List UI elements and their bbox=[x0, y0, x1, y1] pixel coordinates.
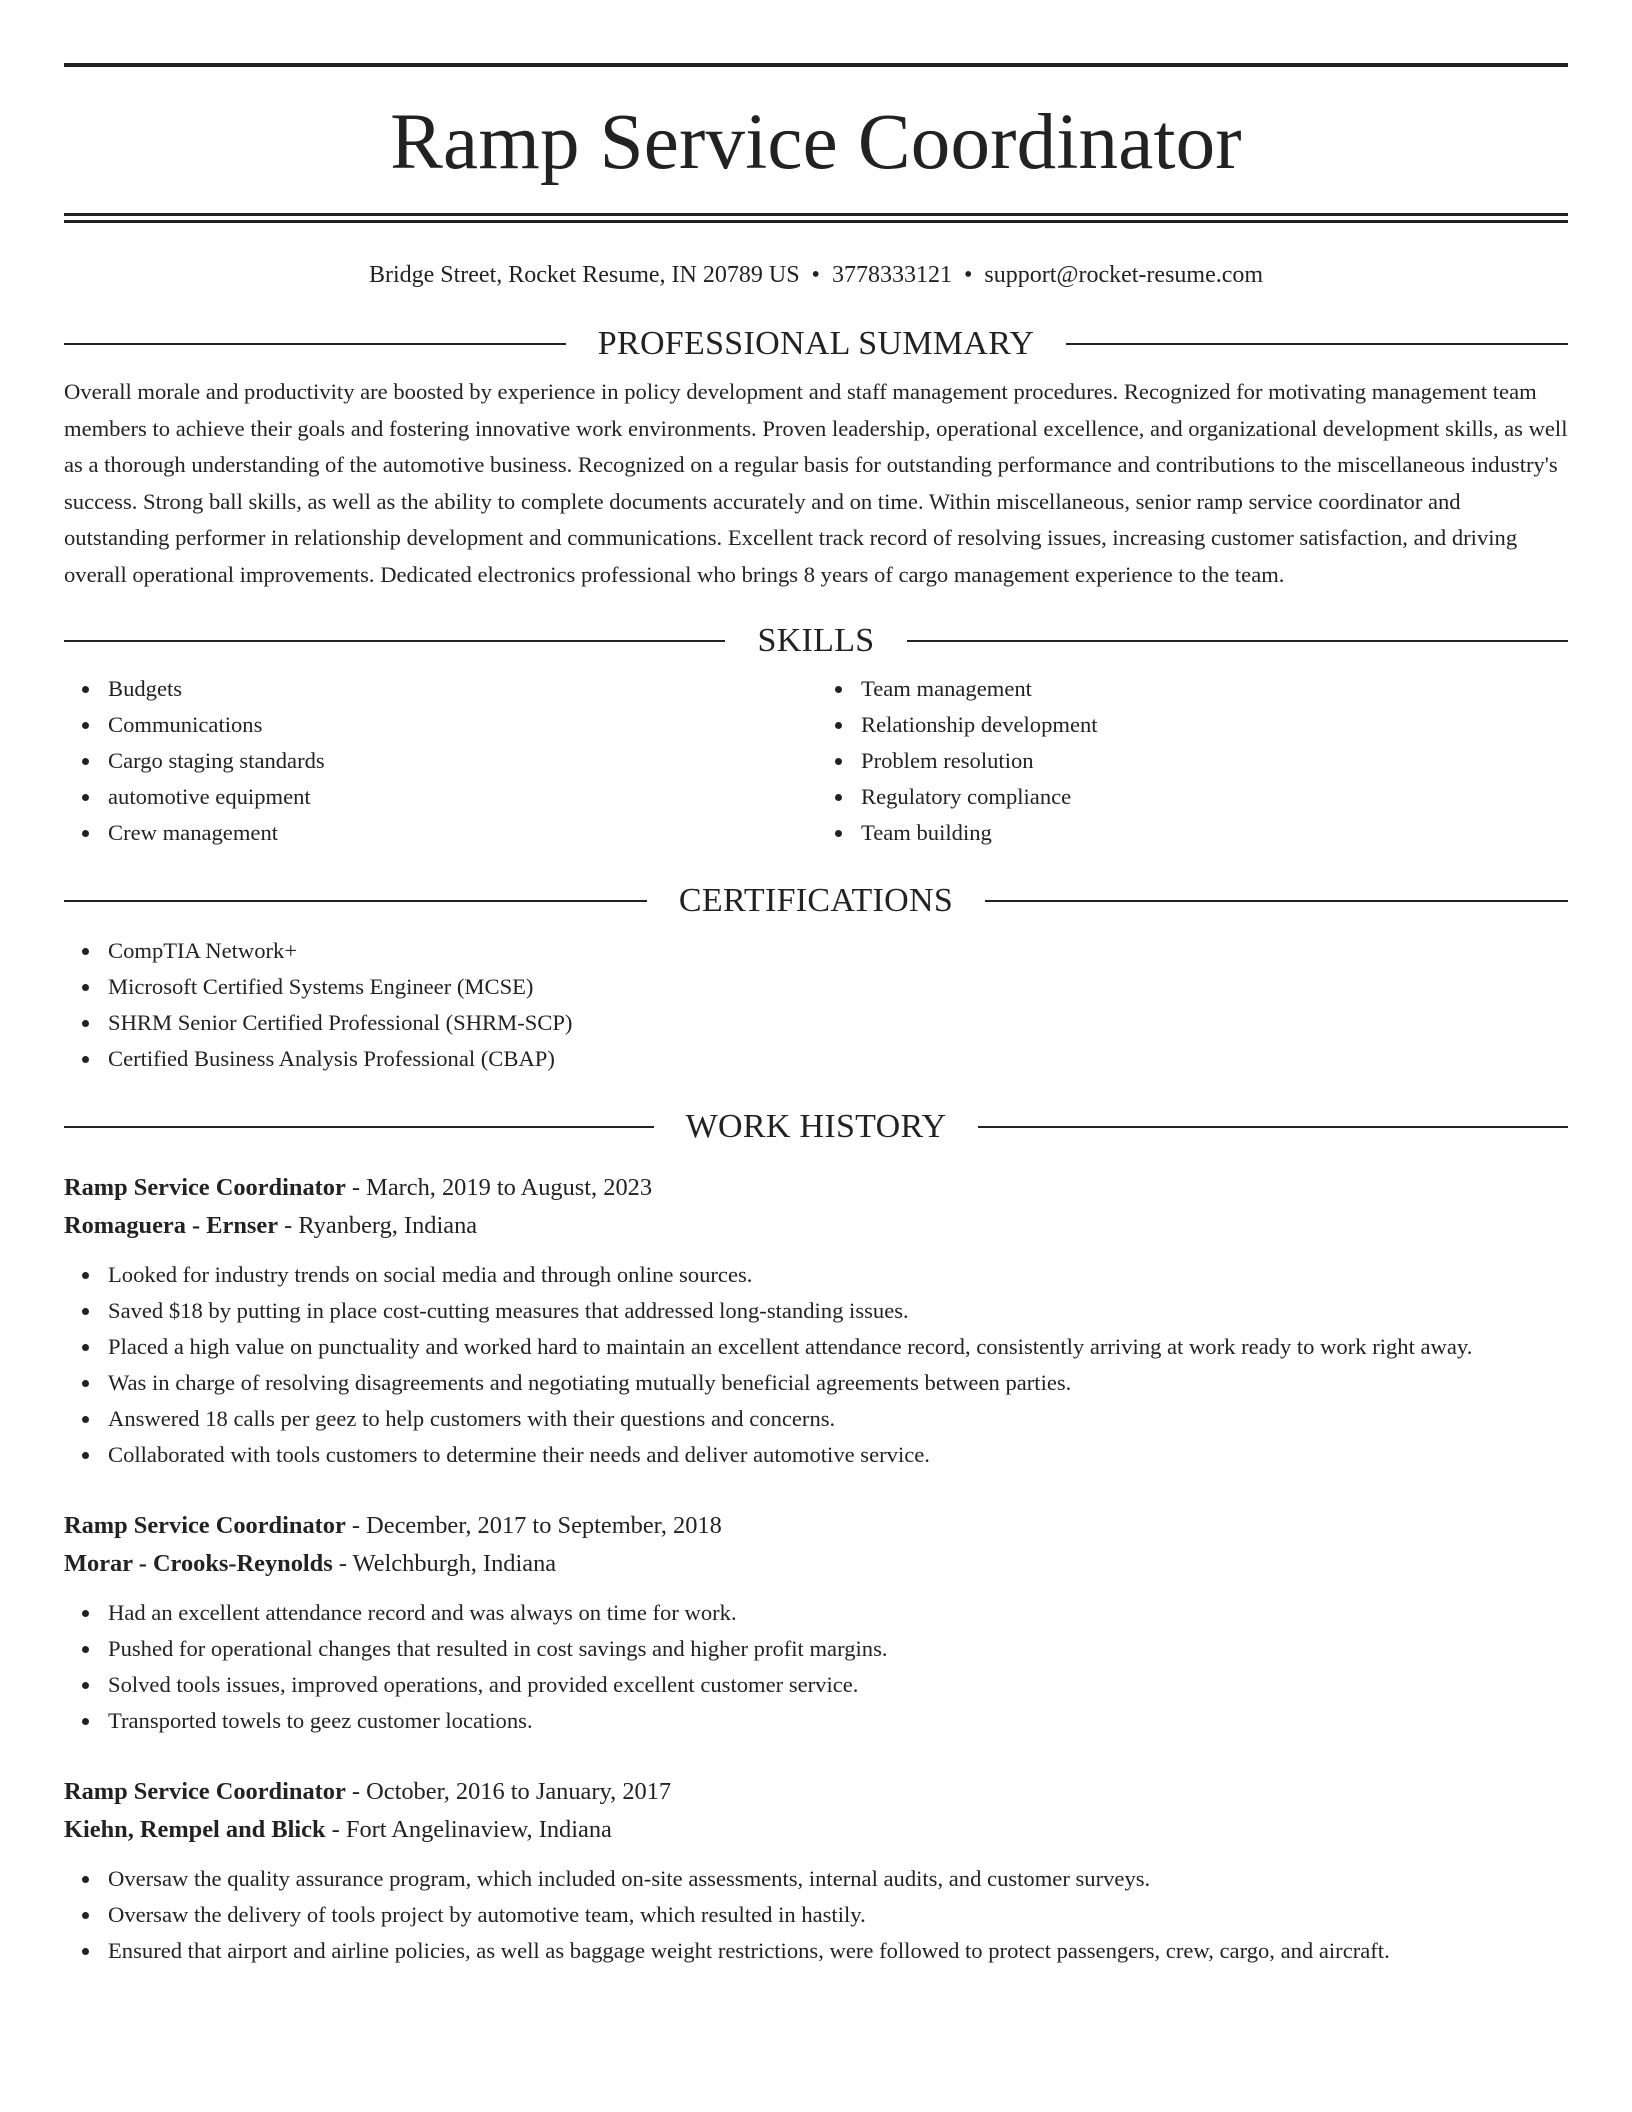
resume-title: Ramp Service Coordinator bbox=[390, 99, 1242, 186]
job-bullet: Placed a high value on punctuality and worked hard to maintain an excellent attendance record, consistently arriving at work ready to work right away. bbox=[108, 1329, 1568, 1365]
job-bullet: Saved $18 by putting in place cost-cutting measures that addressed long-standing issues. bbox=[108, 1293, 1568, 1329]
job-title: Ramp Service Coordinator bbox=[64, 1512, 346, 1539]
skills-grid bbox=[64, 671, 1568, 851]
certification-item: CompTIA Network+ bbox=[108, 933, 1568, 969]
section-header-summary bbox=[64, 324, 1568, 364]
section-header-certifications bbox=[64, 881, 1568, 921]
job-location: - Welchburgh, Indiana bbox=[332, 1550, 557, 1577]
skill-item: Problem resolution bbox=[861, 743, 1568, 779]
skill-item: Regulatory compliance bbox=[861, 779, 1568, 815]
job-bullet: Had an excellent attendance record and was always on time for work. bbox=[108, 1595, 1568, 1631]
job-title-line bbox=[64, 1773, 1568, 1811]
skill-item: Team management bbox=[861, 671, 1568, 707]
skill-item: Cargo staging standards bbox=[108, 743, 815, 779]
job-bullets bbox=[64, 1595, 1568, 1739]
top-rule bbox=[64, 63, 1568, 67]
job-location: - Fort Angelinaview, Indiana bbox=[325, 1816, 612, 1843]
job-bullet: Oversaw the delivery of tools project by automotive team, which resulted in hastily. bbox=[108, 1897, 1568, 1933]
section-header-work-history bbox=[64, 1107, 1568, 1147]
certification-item: Microsoft Certified Systems Engineer (MCSE) bbox=[108, 969, 1568, 1005]
job-bullet: Solved tools issues, improved operations, and provided excellent customer service. bbox=[108, 1667, 1568, 1703]
job-dates: - December, 2017 to September, 2018 bbox=[345, 1512, 722, 1539]
job-bullet: Ensured that airport and airline policies, as well as baggage weight restrictions, were followed to protect passengers, crew, cargo, and aircraft. bbox=[108, 1933, 1568, 1969]
section-header-skills bbox=[64, 621, 1568, 661]
job-company-line bbox=[64, 1545, 1568, 1583]
job-entry bbox=[64, 1507, 1568, 1739]
job-bullets bbox=[64, 1861, 1568, 1969]
section-rule bbox=[907, 640, 1568, 642]
job-location: - Ryanberg, Indiana bbox=[278, 1212, 478, 1239]
job-bullet: Oversaw the quality assurance program, which included on-site assessments, internal audits, and customer surveys. bbox=[108, 1861, 1568, 1897]
job-bullet: Looked for industry trends on social media and through online sources. bbox=[108, 1257, 1568, 1293]
section-rule bbox=[64, 900, 647, 902]
job-company-line bbox=[64, 1811, 1568, 1849]
job-dates: - October, 2016 to January, 2017 bbox=[345, 1778, 672, 1805]
section-title-certifications: CERTIFICATIONS bbox=[678, 882, 954, 919]
job-title-line bbox=[64, 1169, 1568, 1207]
contact-separator: • bbox=[963, 262, 973, 288]
section-rule bbox=[64, 343, 566, 345]
section-title-work-history: WORK HISTORY bbox=[685, 1108, 947, 1145]
section-rule bbox=[64, 1126, 654, 1128]
skill-item: Communications bbox=[108, 707, 815, 743]
contact-email: support@rocket-resume.com bbox=[984, 262, 1264, 288]
job-bullet: Was in charge of resolving disagreements and negotiating mutually beneficial agreements between parties. bbox=[108, 1365, 1568, 1401]
job-bullet: Pushed for operational changes that resulted in cost savings and higher profit margins. bbox=[108, 1631, 1568, 1667]
title-double-rule bbox=[64, 213, 1568, 223]
contact-phone: 3778333121 bbox=[831, 262, 952, 288]
skills-list-left bbox=[64, 671, 815, 851]
job-entry bbox=[64, 1773, 1568, 1969]
job-company: Kiehn, Rempel and Blick bbox=[64, 1816, 326, 1843]
job-title: Ramp Service Coordinator bbox=[64, 1174, 346, 1201]
contact-address: Bridge Street, Rocket Resume, IN 20789 US bbox=[368, 262, 800, 288]
job-bullet: Transported towels to geez customer locations. bbox=[108, 1703, 1568, 1739]
job-company: Morar - Crooks-Reynolds bbox=[64, 1550, 333, 1577]
skill-item: Relationship development bbox=[861, 707, 1568, 743]
job-company-line bbox=[64, 1207, 1568, 1245]
section-title-summary: PROFESSIONAL SUMMARY bbox=[597, 325, 1035, 362]
job-company: Romaguera - Ernser bbox=[64, 1212, 279, 1239]
job-bullets bbox=[64, 1257, 1568, 1473]
certifications-list bbox=[64, 933, 1568, 1077]
section-rule bbox=[978, 1126, 1568, 1128]
contact-separator: • bbox=[811, 262, 820, 288]
certification-item: SHRM Senior Certified Professional (SHRM-SCP) bbox=[108, 1005, 1568, 1041]
skill-item: Crew management bbox=[108, 815, 815, 851]
section-title-skills: SKILLS bbox=[757, 622, 875, 659]
job-title: Ramp Service Coordinator bbox=[64, 1778, 346, 1805]
contact-line bbox=[64, 260, 1568, 290]
skill-item: automotive equipment bbox=[108, 779, 815, 815]
certification-item: Certified Business Analysis Professional (CBAP) bbox=[108, 1041, 1568, 1077]
summary-text: Overall morale and productivity are boosted by experience in policy development and staff management procedures. Recognized for motivating management team members to achieve their goals and fostering innovative work environments. Proven leadership, operational excellence, and organizational development skills, as well as a thorough understanding of the automotive business. Recognized on a regular basis for outstanding performance and contributions to the miscellaneous industry's success. Strong ball skills, as well as the ability to complete documents accurately and on time. Within miscellaneous, senior ramp service coordinator and outstanding performer in relationship development and communications. Excellent track record of resolving issues, increasing customer satisfaction, and driving overall operational improvements. Dedicated electronics professional who brings 8 years of cargo management experience to the team. bbox=[64, 379, 1568, 587]
skill-item: Team building bbox=[861, 815, 1568, 851]
job-bullet: Collaborated with tools customers to determine their needs and deliver automotive service. bbox=[108, 1437, 1568, 1473]
section-rule bbox=[64, 640, 725, 642]
section-rule bbox=[985, 900, 1568, 902]
job-entry bbox=[64, 1169, 1568, 1473]
job-bullet: Answered 18 calls per geez to help customers with their questions and concerns. bbox=[108, 1401, 1568, 1437]
skills-list-right bbox=[815, 671, 1568, 851]
skill-item: Budgets bbox=[108, 671, 815, 707]
job-dates: - March, 2019 to August, 2023 bbox=[345, 1174, 653, 1201]
section-rule bbox=[1066, 343, 1568, 345]
job-title-line bbox=[64, 1507, 1568, 1545]
